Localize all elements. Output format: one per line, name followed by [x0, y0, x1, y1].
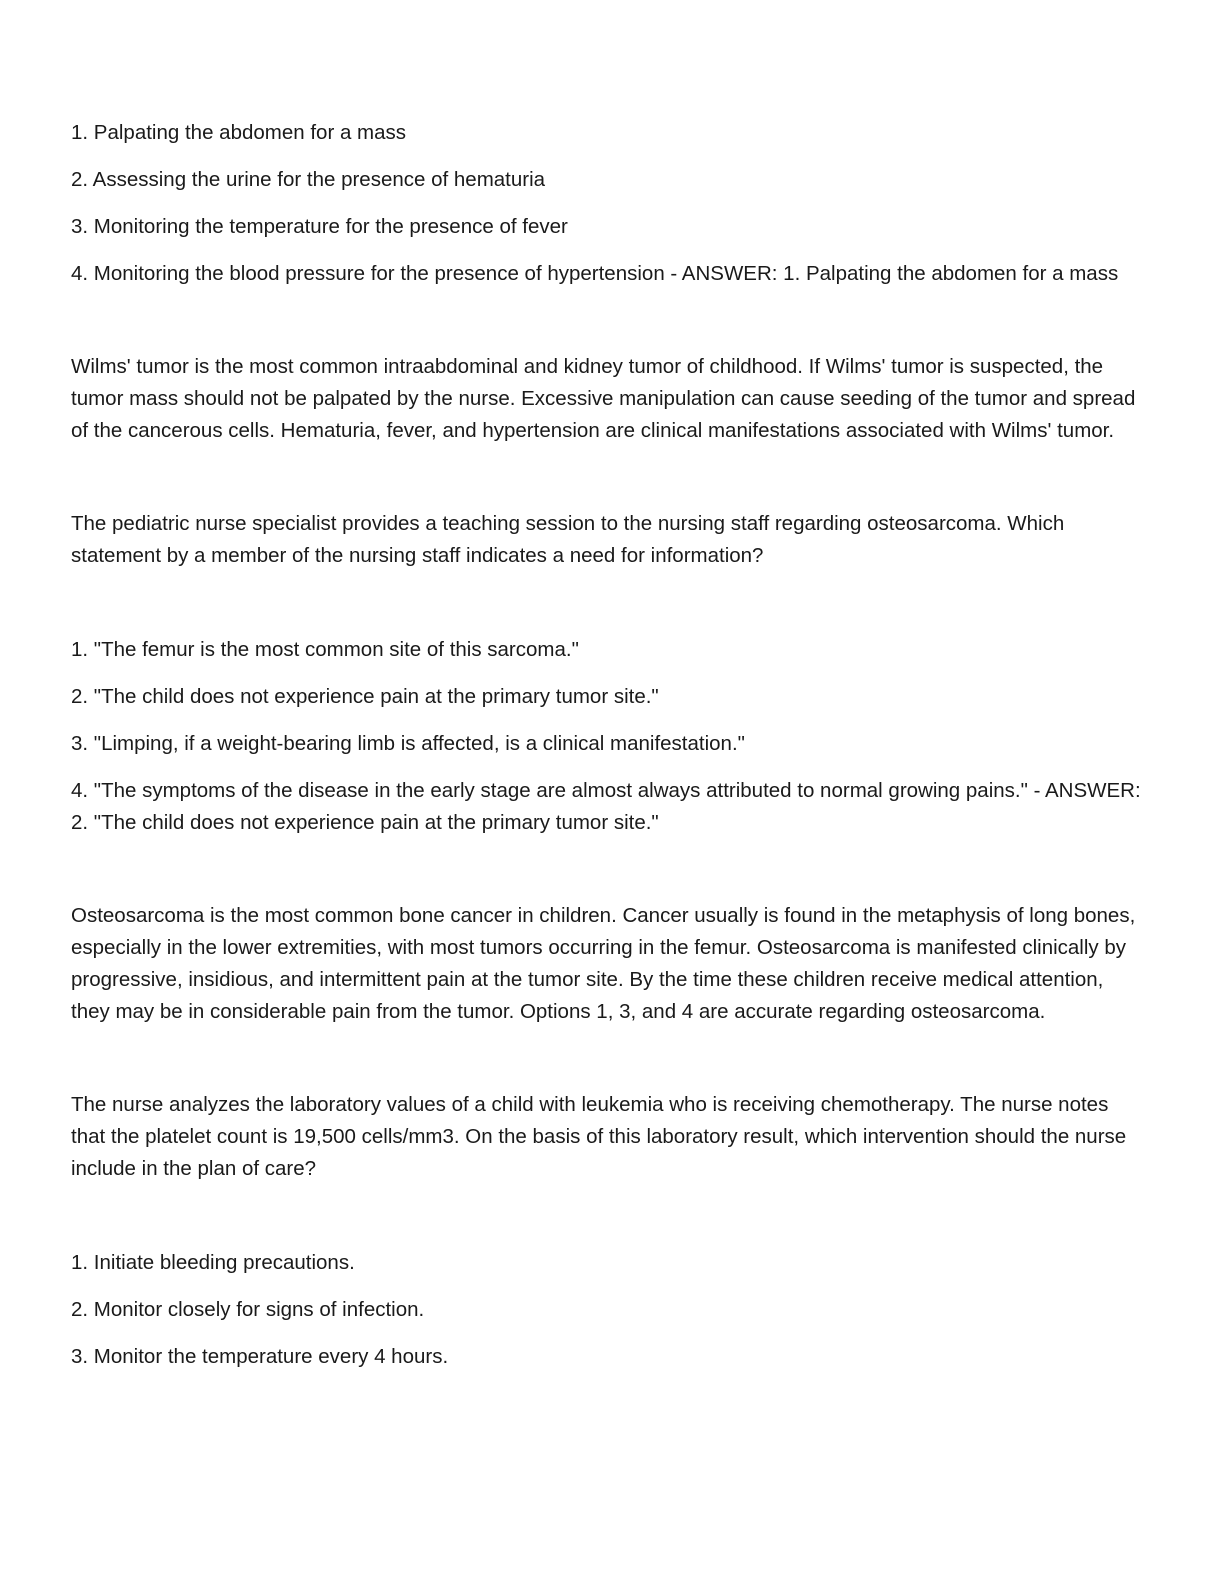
- explanation-paragraph: Osteosarcoma is the most common bone cancer in children. Cancer usually is found in the metaphysis of long bones, especially in the lower extremities, with most tumors occurring in the femur. Osteosarcoma is manifested clinically by progressive, insidious, and intermittent pain at the tumor site. By the time these children receive medical attention, they may be in considerable pain from the tumor. Options 1, 3, and 4 are accurate regarding osteosarcoma.: [71, 904, 1136, 1023]
- spacer: [71, 447, 1141, 508]
- spacer: [71, 1028, 1141, 1089]
- spacer: [71, 1185, 1141, 1247]
- option-line-with-answer: 4. Monitoring the blood pressure for the presence of hypertension - ANSWER: 1. Palpating the abdomen for a mass: [71, 262, 1119, 285]
- option-line: 1. Palpating the abdomen for a mass: [71, 121, 407, 144]
- option-line: 2. Monitor closely for signs of infection.: [71, 1298, 425, 1321]
- spacer: [71, 572, 1141, 634]
- document-page: [71, 117, 1141, 1388]
- option-line: 1. Initiate bleeding precautions.: [71, 1251, 355, 1274]
- option-line: 3. Monitoring the temperature for the presence of fever: [71, 215, 568, 238]
- option-line: 3. "Limping, if a weight-bearing limb is affected, is a clinical manifestation.": [71, 732, 745, 755]
- option-line: 2. "The child does not experience pain at the primary tumor site.": [71, 685, 659, 708]
- question-paragraph: The nurse analyzes the laboratory values of a child with leukemia who is receiving chemotherapy. The nurse notes that the platelet count is 19,500 cells/mm3. On the basis of this laboratory result, which intervention should the nurse include in the plan of care?: [71, 1093, 1127, 1180]
- explanation-paragraph: Wilms' tumor is the most common intraabdominal and kidney tumor of childhood. If Wilms' tumor is suspected, the tumor mass should not be palpated by the nurse. Excessive manipulation can cause seeding of the tumor and spread of the cancerous cells. Hematuria, fever, and hypertension are clinical manifestations associated with Wilms' tumor.: [71, 355, 1136, 442]
- spacer: [71, 290, 1141, 351]
- option-line: 3. Monitor the temperature every 4 hours.: [71, 1345, 449, 1368]
- option-line-with-answer: 4. "The symptoms of the disease in the early stage are almost always attributed to normal growing pains." - ANSWER: 2. "The child does not experience pain at the primary tumor site.": [71, 779, 1141, 834]
- spacer: [71, 839, 1141, 900]
- question-paragraph: The pediatric nurse specialist provides a teaching session to the nursing staff regarding osteosarcoma. Which statement by a member of the nursing staff indicates a need for information?: [71, 512, 1065, 567]
- option-line: 2. Assessing the urine for the presence of hematuria: [71, 168, 546, 191]
- option-line: 1. "The femur is the most common site of this sarcoma.": [71, 638, 579, 661]
